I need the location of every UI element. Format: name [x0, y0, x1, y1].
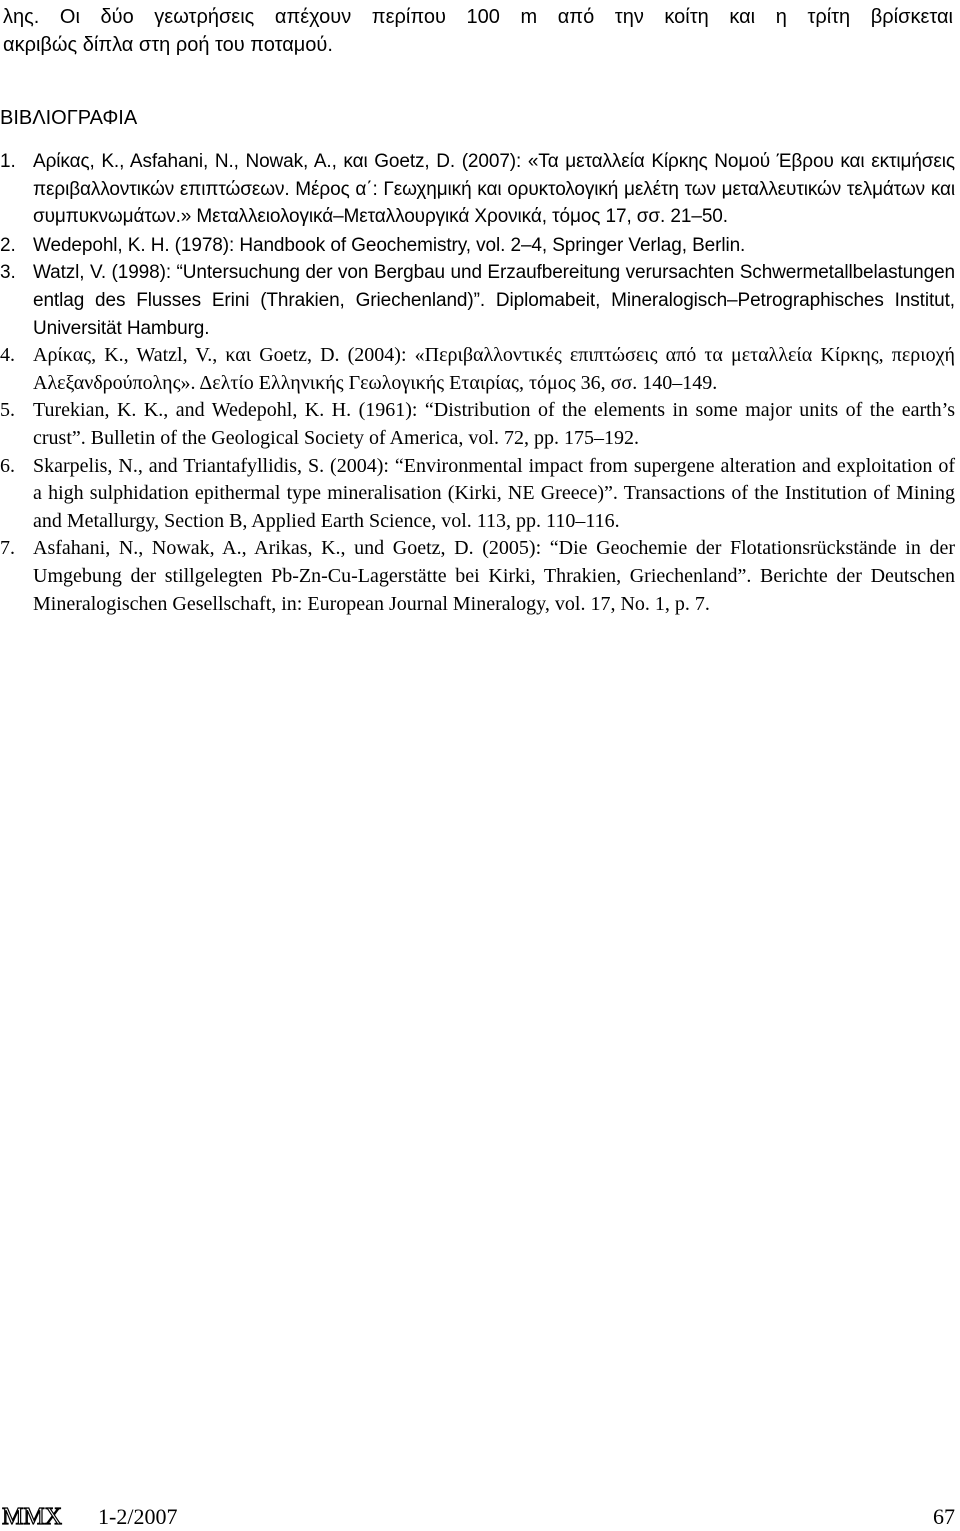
reference-text: Skarpelis, N., and Triantafyllidis, S. (2004): “Environmental impact from supergene alteration and exploitation of a high sulphidation epithermal type mineralisation (Kirki, NE Greece)”. Transactions of the Institution of Mining and Metallurgy, Section B, Applied Earth Science, vol. 113, pp. 110–116. [33, 454, 955, 532]
reference-text: Turekian, K. K., and Wedepohl, K. H. (1961): “Distribution of the elements in some major units of the earth’s crust”. Bulletin of the Geological Society of America, vol. 72, pp. 175–192. [33, 399, 955, 449]
reference-number: 5. [0, 399, 15, 422]
reference-number: 6. [0, 454, 15, 477]
journal-logo: MMX [2, 1504, 63, 1530]
intro-paragraph [3, 3, 953, 59]
page-number: 67 [933, 1504, 955, 1529]
reference-text: Αρίκας, K., Watzl, V., και Goetz, D. (2004): «Περιβαλλοντικές επιπτώσεις από τα μεταλλεία Κίρκης, περιοχή Αλεξανδρούπολης». Δελτίο Ελληνικής Γεωλογικής Εταιρίας, τόμος 36, σσ. 140–149. [33, 344, 955, 394]
reference-list [0, 148, 955, 618]
bibliography-heading: ΒΙΒΛΙΟΓΡΑΦΙΑ [0, 107, 138, 129]
reference-number: 3. [0, 262, 16, 284]
issue-number: 1-2/2007 [98, 1504, 178, 1529]
reference-item [0, 148, 955, 231]
reference-item [0, 397, 955, 452]
intro-line-2: ακριβώς δίπλα στη ροή του ποταμού. [3, 34, 333, 56]
reference-item [0, 232, 955, 260]
reference-item [0, 342, 955, 397]
reference-text: Αρίκας, K., Asfahani, N., Nowak, A., και Goetz, D. (2007): «Τα μεταλλεία Κίρκης Νομού Έβρου και εκτιμήσεις περιβαλλοντικών επιπτώσεων. Μέρος α΄: Γεωχημική και ορυκτολογική μελέτη των μεταλλευτικών τελμάτων και συμπυκνωμάτων.» Μεταλλειολογικά–Μεταλλουργικά Χρονικά, τόμος 17, σσ. 21–50. [33, 151, 955, 228]
reference-item [0, 259, 955, 342]
intro-line-1: λης. Οι δύο γεωτρήσεις απέχουν περίπου 100 m από την κοίτη και η τρίτη βρίσκεται [3, 6, 953, 28]
reference-text: Wedepohl, K. H. (1978): Handbook of Geochemistry, vol. 2–4, Springer Verlag, Berlin. [33, 234, 746, 256]
reference-text: Asfahani, N., Nowak, A., Arikas, K., und Goetz, D. (2005): “Die Geochemie der Flotationsrückstände in der Umgebung der stillgelegten Pb-Zn-Cu-Lagerstätte bei Kirki, Thrakien, Griechenland”. Berichte der Deutschen Mineralogischen Gesellschaft, in: European Journal Mineralogy, vol. 17, No. 1, p. 7. [33, 537, 955, 615]
reference-number: 4. [0, 344, 15, 367]
reference-number: 2. [0, 234, 16, 256]
reference-item [0, 453, 955, 536]
reference-number: 7. [0, 537, 15, 560]
reference-item [0, 535, 955, 618]
reference-text: Watzl, V. (1998): “Untersuchung der von Bergbau und Erzaufbereitung verursachten Schwermetallbelastungen entlag des Flusses Erini (Thrakien, Griechenland)”. Diplomabeit, Mineralogisch–Petrographisches Institut, Universität Hamburg. [33, 262, 955, 339]
page-footer [0, 1503, 955, 1531]
reference-number: 1. [0, 151, 16, 172]
